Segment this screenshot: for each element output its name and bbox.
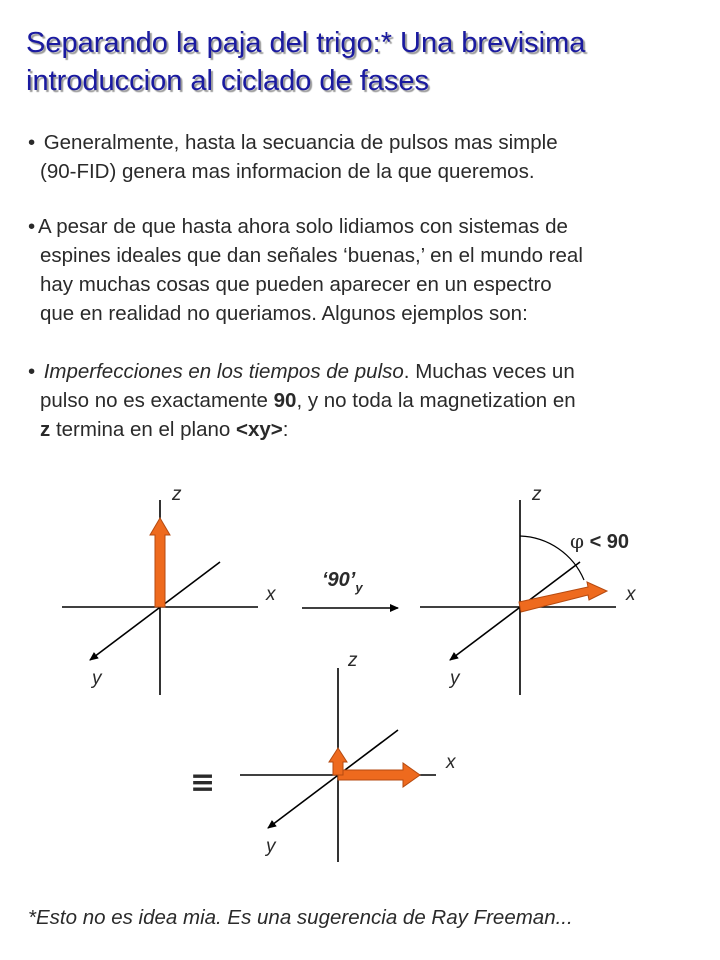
z-axis-label: z <box>172 484 182 505</box>
y-axis-line <box>450 562 580 660</box>
y-axis-label: y <box>450 668 460 689</box>
z-axis-label: z <box>532 484 542 505</box>
title-line-1: Separando la paja del trigo:* Una brevisima <box>26 27 586 59</box>
bullet-dot: • <box>28 360 36 383</box>
bullet-3-line-1-rest: . Muchas veces un <box>403 360 575 383</box>
bullet-3-ninety: 90 <box>273 389 297 412</box>
bullet-3-line-2-c: , y no toda la magnetization en <box>296 389 576 412</box>
x-axis-label: x <box>626 584 636 605</box>
bullet-3-line-2-a: pulso no es exactamente <box>40 389 274 412</box>
bullet-1-line-2: (90-FID) genera mas informacion de la que queremos. <box>40 160 535 183</box>
y-axis-label: y <box>266 836 276 857</box>
bullet-2-line-1: A pesar de que hasta ahora solo lidiamos con sistemas de <box>38 215 568 238</box>
bullet-dot: • <box>28 131 36 154</box>
x-axis-label: x <box>446 752 456 773</box>
bullet-3-line-3-b: termina en el plano <box>50 418 237 441</box>
axes-decomposed <box>240 650 457 862</box>
bullet-2-line-3: hay muchas cosas que pueden aparecer en un espectro <box>40 273 552 296</box>
bullet-dot: • <box>28 215 36 238</box>
bullet-1-line-1: Generalmente, hasta la secuancia de pulsos mas simple <box>43 131 558 154</box>
footnote: *Esto no es idea mia. Es una sugerencia de Ray Freeman... <box>28 906 573 929</box>
phi-label: φ < 90 <box>570 529 630 553</box>
bullet-3-italic-phrase: Imperfecciones en los tiempos de pulso <box>43 360 404 383</box>
z-axis-label: z <box>348 650 358 671</box>
x-axis-label: x <box>266 584 276 605</box>
bullet-3-line-3-d: : <box>282 418 289 441</box>
bullet-3-z: z <box>40 418 51 441</box>
magnetization-vector-z <box>150 518 170 607</box>
axes-initial <box>62 484 277 695</box>
pulse-label: ‘$90’_y$ <box>322 569 363 595</box>
pulse-arrow <box>302 569 398 608</box>
bullet-2-line-2: espines ideales que dan señales ‘buenas,’ en el mundo real <box>40 244 583 267</box>
bullet-2-line-4: que en realidad no queriamos. Algunos ejemplos son: <box>40 302 528 325</box>
equivalent-symbol: ≡ <box>190 765 216 800</box>
title-line-2: introduccion al ciclado de fases <box>26 65 430 97</box>
axes-after-pulse <box>420 484 637 695</box>
bullet-3-xy: <xy> <box>236 418 283 441</box>
y-axis-label: y <box>92 668 102 689</box>
